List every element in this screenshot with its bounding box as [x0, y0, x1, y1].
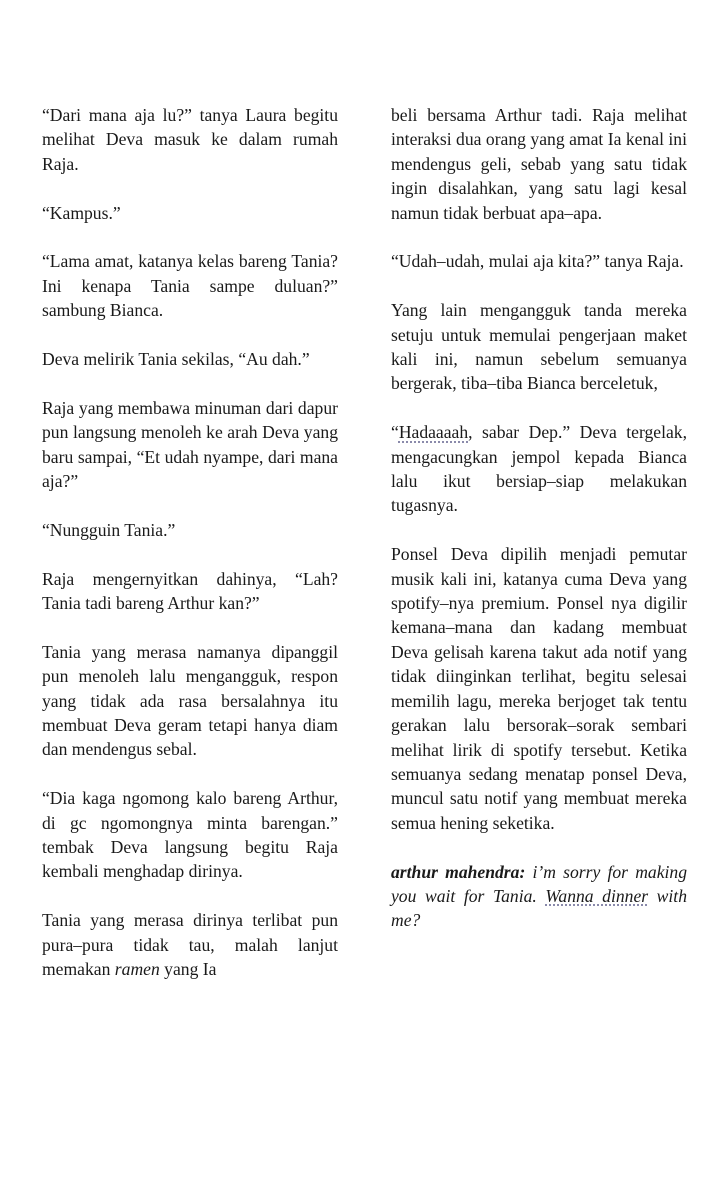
underlined-word: Hadaaaah — [398, 422, 469, 443]
paragraph: “Nungguin Tania.” — [42, 519, 176, 540]
left-column — [42, 103, 338, 981]
paragraph — [42, 908, 338, 981]
paragraph-text: Tania yang merasa dirinya terlibat pun pura–pura tidak tau, malah lanjut memakan — [42, 910, 338, 980]
paragraph: “Kampus.” — [42, 202, 121, 223]
right-column — [391, 103, 687, 933]
paragraph: beli bersama Arthur tadi. Raja melihat interaksi dua orang yang amat Ia kenal ini mendengus geli, sebab yang satu tidak ingin disalahkan, yang satu lagi kesal namun tidak berbuat apa–apa. — [391, 105, 687, 223]
paragraph: Ponsel Deva dipilih menjadi pemutar musik kali ini, katanya cuma Deva yang spotify–nya premium. Ponsel nya digilir kemana–mana dan kadang membuat Deva gelisah karena takut ada notif yang tidak diinginkan terlihat, begitu selesai memilih lagu, mereka berjoget tak tentu gerakan lalu bersorak–sorak sembari melihat lirik di spotify tersebut. Ketika semuanya sedang menatap ponsel Deva, muncul satu notif yang membuat mereka semua hening seketika. — [391, 544, 687, 833]
paragraph: Deva melirik Tania sekilas, “Au dah.” — [42, 349, 310, 370]
message-sender: arthur mahendra: — [391, 861, 526, 882]
paragraph: Raja yang membawa minuman dari dapur pun langsung menoleh ke arah Deva yang baru sampai, “Et udah nyampe, dari mana aja?” — [42, 397, 338, 492]
message-underlined-text: Wanna dinner — [545, 885, 649, 906]
paragraph: “Dari mana aja lu?” tanya Laura begitu melihat Deva masuk ke dalam rumah Raja. — [42, 105, 338, 174]
message-text: i’m sorry for making you wait for Tania. — [391, 861, 687, 906]
paragraph: Tania yang merasa namanya dipanggil pun menoleh lalu mengangguk, respon yang tidak ada rasa bersalahnya itu membuat Deva geram tetapi hanya diam dan mendengus sebal. — [42, 641, 338, 760]
paragraph: “Dia kaga ngomong kalo bareng Arthur, di gc ngomongnya minta barengan.” tembak Deva langsung begitu Raja kembali menghadap dirinya. — [42, 788, 338, 882]
paragraph: Yang lain mengangguk tanda mereka setuju untuk memulai pengerjaan maket kali ini, namun sebelum semuanya bergerak, tiba–tiba Bianca berceletuk, — [391, 300, 687, 394]
paragraph: “Lama amat, katanya kelas bareng Tania? Ini kenapa Tania sampe duluan?” sambung Bianca. — [42, 251, 338, 321]
paragraph-text: yang Ia — [159, 959, 217, 980]
quote-mark: “ — [391, 422, 399, 443]
message-text: with me? — [391, 885, 687, 931]
paragraph — [391, 420, 687, 518]
paragraph: Raja mengernyitkan dahinya, “Lah? Tania tadi bareng Arthur kan?” — [42, 568, 338, 614]
message-paragraph — [391, 860, 687, 933]
paragraph-text: , sabar Dep.” Deva tergelak, mengacungkan jempol kepada Bianca lalu ikut bersiap–siap melakukan tugasnya. — [391, 422, 687, 516]
paragraph: “Udah–udah, mulai aja kita?” tanya Raja. — [391, 251, 684, 272]
italic-word: ramen — [114, 959, 160, 980]
